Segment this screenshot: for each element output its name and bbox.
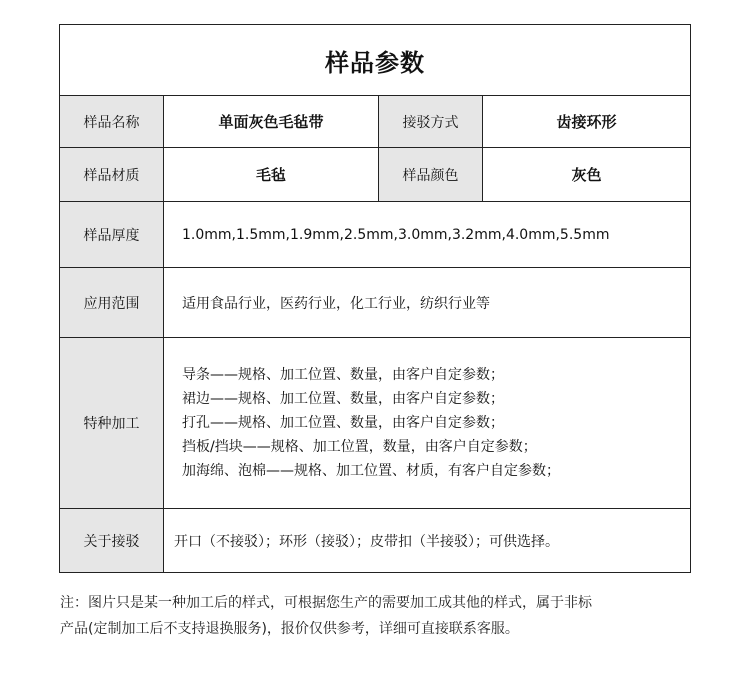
label-sample-name: 样品名称	[60, 96, 164, 147]
value-joint: 开口（不接驳）；环形（接驳）；皮带扣（半接驳）；可供选择。	[174, 533, 559, 550]
label-special-processing: 特种加工	[60, 338, 164, 508]
label-joint: 关于接驳	[60, 509, 164, 572]
parameter-table	[59, 24, 691, 573]
footnote	[60, 590, 700, 642]
label-sample-material: 样品材质	[60, 148, 164, 201]
processing-line: 加海绵、泡棉——规格、加工位置、材质，有客户自定参数；	[182, 463, 560, 479]
value-application: 适用食品行业，医药行业，化工行业，纺织行业等	[182, 295, 490, 312]
footnote-line: 产品(定制加工后不支持退换服务)，报价仅供参考，详细可直接联系客服。	[60, 621, 519, 637]
value-sample-name: 单面灰色毛毡带	[164, 96, 379, 147]
row-special-processing	[60, 338, 690, 509]
label-application: 应用范围	[60, 268, 164, 337]
value-sample-material: 毛毡	[164, 148, 379, 201]
row-thickness	[60, 202, 690, 268]
row-application	[60, 268, 690, 338]
value-special-processing	[164, 338, 690, 508]
label-joint-method: 接驳方式	[379, 96, 483, 147]
processing-line: 导条——规格、加工位置、数量，由客户自定参数；	[182, 367, 504, 383]
row-sample-material	[60, 148, 690, 202]
processing-line: 裙边——规格、加工位置、数量，由客户自定参数；	[182, 391, 504, 407]
row-joint	[60, 509, 690, 572]
row-sample-name	[60, 96, 690, 148]
footnote-line: 注：图片只是某一种加工后的样式，可根据您生产的需要加工成其他的样式，属于非标	[60, 595, 592, 611]
value-joint-method: 齿接环形	[556, 113, 617, 131]
label-sample-color: 样品颜色	[379, 148, 483, 201]
processing-line: 挡板/挡块——规格、加工位置，数量，由客户自定参数；	[182, 439, 537, 455]
table-title: 样品参数	[325, 48, 425, 77]
value-sample-color: 灰色	[571, 166, 602, 184]
table-header	[60, 25, 690, 96]
processing-line: 打孔——规格、加工位置、数量，由客户自定参数；	[182, 415, 504, 431]
value-thickness: 1.0mm,1.5mm,1.9mm,2.5mm,3.0mm,3.2mm,4.0mm,5.5mm	[182, 226, 610, 243]
label-thickness: 样品厚度	[60, 202, 164, 267]
